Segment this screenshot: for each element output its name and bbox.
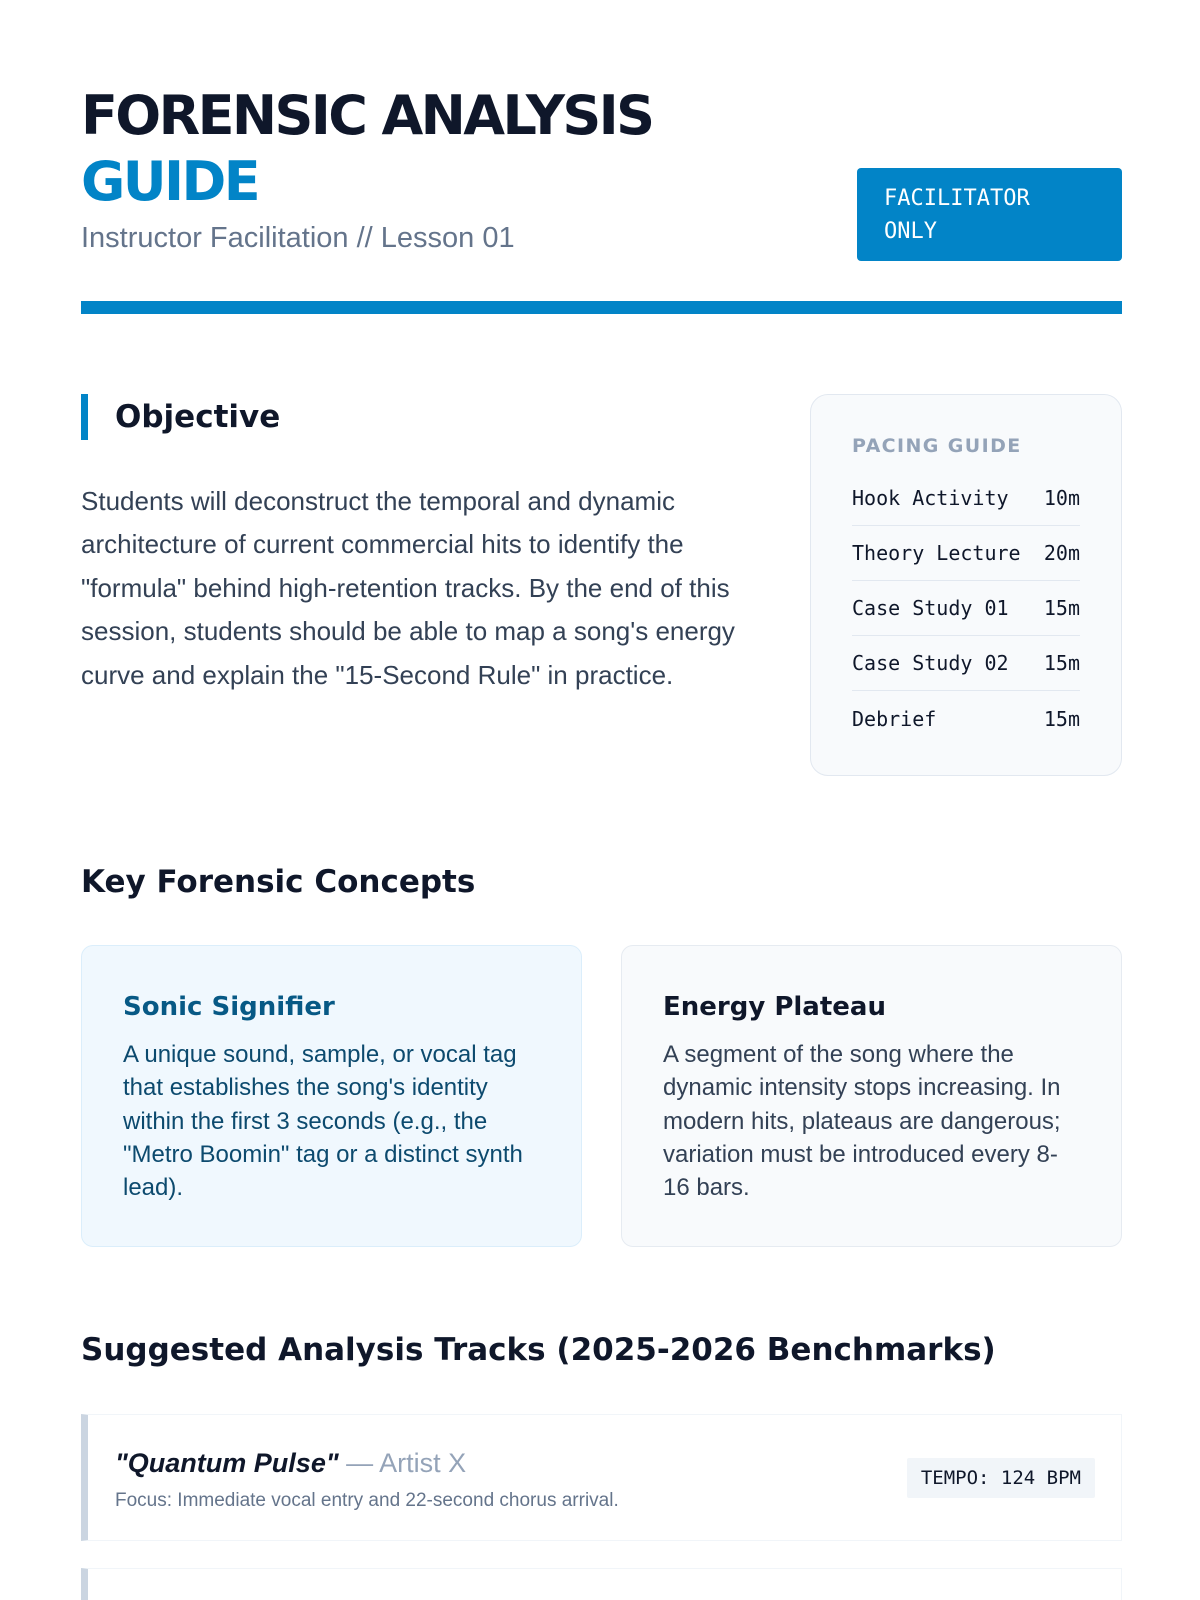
pacing-label: Theory Lecture [852, 541, 1021, 565]
objective-text: Students will deconstruct the temporal and dynamic architecture of current commercial hits to identify the "formula" behind high-retention tracks. By the end of this session, students should be able to map a song's energy curve and explain the "15-Second Rule" in practice. [81, 486, 735, 690]
pacing-duration: 15m [1043, 706, 1080, 731]
concept-card-text: A unique sound, sample, or vocal tag that establishes the song's identity within the first 3 seconds (e.g., the "Metro Boomin" tag or a distinct synth lead). [123, 1041, 523, 1202]
page-title-accent: GUIDE [81, 150, 258, 213]
pacing-row [852, 526, 1080, 581]
tracks-heading: Suggested Analysis Tracks (2025-2026 Benchmarks) [81, 1332, 996, 1368]
pacing-label: Case Study 01 [852, 596, 1009, 620]
facilitator-badge [857, 168, 1122, 261]
pacing-label: Hook Activity [852, 486, 1009, 510]
badge-line-2: ONLY [884, 219, 937, 244]
objective-heading: Objective [81, 394, 280, 440]
track-focus: Focus: Immediate vocal entry and 22-second chorus arrival. [115, 1490, 619, 1511]
track-artist: — Artist X [338, 1448, 467, 1478]
page-subtitle: Instructor Facilitation // Lesson 01 [81, 222, 515, 254]
pacing-guide-title: PACING GUIDE [852, 435, 1022, 457]
pacing-row [852, 471, 1080, 526]
concept-card-sonic-signifier [81, 945, 582, 1247]
pacing-duration: 15m [1043, 596, 1080, 620]
pacing-duration: 15m [1043, 651, 1080, 675]
track-card [81, 1414, 1122, 1541]
page-title: FORENSIC ANALYSIS [81, 84, 653, 147]
track-title [115, 1445, 466, 1481]
concept-card-energy-plateau [621, 945, 1122, 1247]
track-name: "Quantum Pulse" [115, 1448, 339, 1478]
pacing-row [852, 691, 1080, 746]
pacing-list [852, 471, 1080, 746]
badge-line-1: FACILITATOR [884, 186, 1030, 211]
concept-card-title: Energy Plateau [663, 992, 886, 1022]
pacing-duration: 20m [1043, 541, 1080, 565]
tempo-badge: TEMPO: 124 BPM [907, 1458, 1095, 1498]
track-card-partial [81, 1568, 1122, 1600]
lesson-guide-page [81, 0, 1122, 1600]
page-header [81, 84, 1122, 314]
header-divider [81, 301, 1122, 314]
pacing-duration: 10m [1043, 486, 1080, 510]
pacing-row [852, 636, 1080, 691]
concepts-heading: Key Forensic Concepts [81, 864, 476, 900]
pacing-label: Debrief [852, 706, 937, 731]
pacing-row [852, 581, 1080, 636]
concept-card-text: A segment of the song where the dynamic intensity stops increasing. In modern hits, plateaus are dangerous; variation must be introduced every 8-16 bars. [663, 1041, 1061, 1202]
pacing-label: Case Study 02 [852, 651, 1009, 675]
concept-card-title: Sonic Signifier [123, 992, 335, 1022]
pacing-guide-card [810, 394, 1122, 776]
